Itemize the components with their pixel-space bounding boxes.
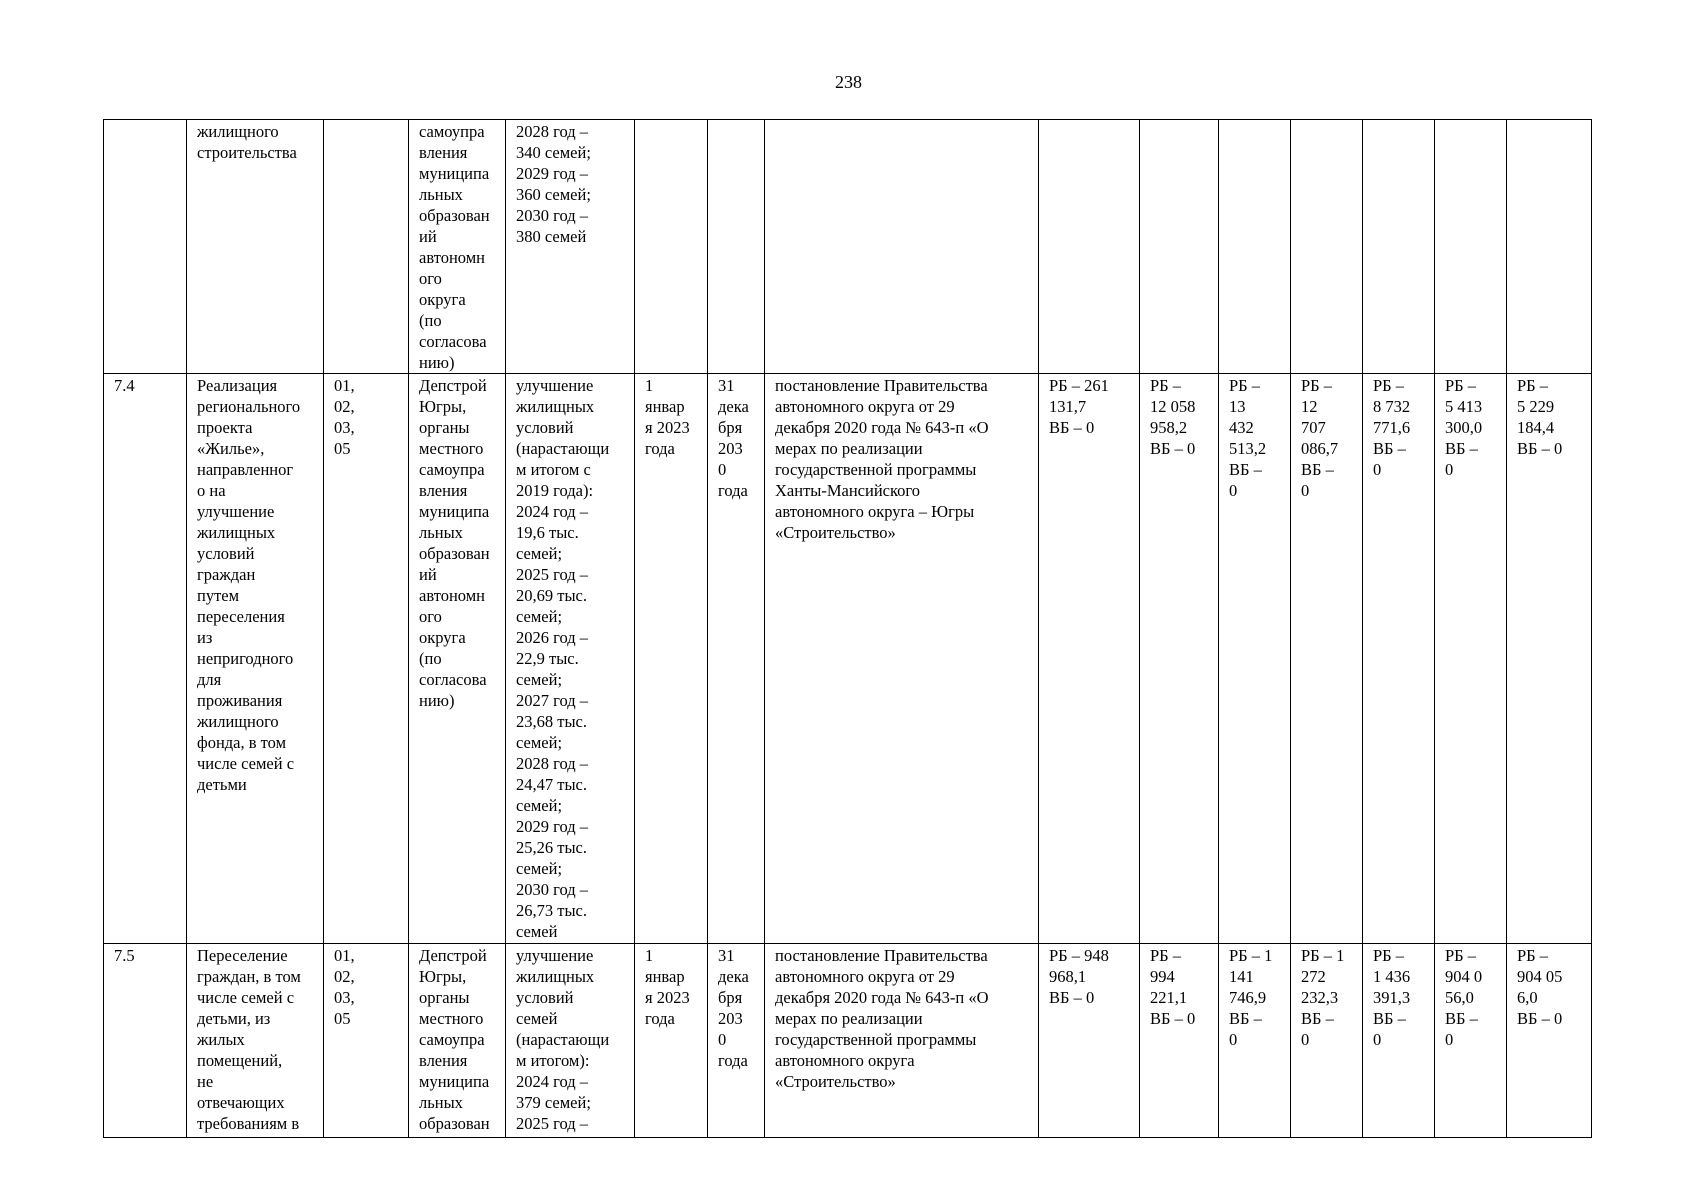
table-row (104, 374, 1592, 944)
cell-funding: РБ – 5 413 300,0 ВБ – 0 (1435, 374, 1507, 944)
cell-funding (1507, 120, 1592, 374)
cell-codes: 01, 02, 03, 05 (324, 374, 409, 944)
program-table (103, 119, 1592, 1138)
cell-number: 7.5 (104, 944, 187, 1138)
page-number: 238 (835, 72, 862, 92)
cell-funding: РБ – 8 732 771,6 ВБ – 0 (1363, 374, 1435, 944)
cell-funding: РБ – 1 436 391,3 ВБ – 0 (1363, 944, 1435, 1138)
cell-end-date: 31 дека бря 203 0 года (708, 944, 765, 1138)
cell-funding: РБ – 261 131,7 ВБ – 0 (1039, 374, 1140, 944)
cell-funding: РБ – 12 058 958,2 ВБ – 0 (1140, 374, 1219, 944)
cell-funding: РБ – 948 968,1 ВБ – 0 (1039, 944, 1140, 1138)
cell-funding (1291, 120, 1363, 374)
cell-number: 7.4 (104, 374, 187, 944)
cell-executor: самоупра вления муниципа льных образован ий автономн ого округа (по согласова нию) (409, 120, 506, 374)
cell-funding: РБ – 904 05 6,0 ВБ – 0 (1507, 944, 1592, 1138)
cell-funding (1219, 120, 1291, 374)
cell-end-date: 31 дека бря 203 0 года (708, 374, 765, 944)
cell-funding: РБ – 994 221,1 ВБ – 0 (1140, 944, 1219, 1138)
cell-measure-name: Переселение граждан, в том числе семей с детьми, из жилых помещений, не отвечающих требованиям в (187, 944, 324, 1138)
cell-funding (1363, 120, 1435, 374)
cell-funding: РБ – 13 432 513,2 ВБ – 0 (1219, 374, 1291, 944)
cell-funding: РБ – 12 707 086,7 ВБ – 0 (1291, 374, 1363, 944)
cell-executor: Депстрой Югры, органы местного самоупра вления муниципа льных образован ий автономн ого округа (по согласова нию) (409, 374, 506, 944)
cell-measure-name: Реализация регионального проекта «Жилье», направленног о на улучшение жилищных условий граждан путем переселения из непригодного для проживания жилищного фонда, в том числе семей с детьми (187, 374, 324, 944)
cell-end-date (708, 120, 765, 374)
cell-funding: РБ – 904 0 56,0 ВБ – 0 (1435, 944, 1507, 1138)
cell-funding (1435, 120, 1507, 374)
cell-document: постановление Правительства автономного округа от 29 декабря 2020 года № 643-п «О мерах по реализации государственной программы автономного округа «Строительство» (765, 944, 1039, 1138)
cell-funding (1039, 120, 1140, 374)
table-row (104, 944, 1592, 1138)
cell-start-date (635, 120, 708, 374)
cell-funding: РБ – 1 272 232,3 ВБ – 0 (1291, 944, 1363, 1138)
cell-number (104, 120, 187, 374)
cell-codes (324, 120, 409, 374)
cell-funding (1140, 120, 1219, 374)
cell-codes: 01, 02, 03, 05 (324, 944, 409, 1138)
cell-result: улучшение жилищных условий (нарастающи м итогом с 2019 года): 2024 год – 19,6 тыс. семей; 2025 год – 20,69 тыс. семей; 2026 год – 22,9 тыс. семей; 2027 год – 23,68 тыс. семей; 2028 год – 24,47 тыс. семей; 2029 год – 25,26 тыс. семей; 2030 год – 26,73 тыс. семей (506, 374, 635, 944)
cell-document (765, 120, 1039, 374)
cell-result: 2028 год – 340 семей; 2029 год – 360 семей; 2030 год – 380 семей (506, 120, 635, 374)
cell-measure-name: жилищного строительства (187, 120, 324, 374)
cell-executor: Депстрой Югры, органы местного самоупра вления муниципа льных образован (409, 944, 506, 1138)
cell-funding: РБ – 1 141 746,9 ВБ – 0 (1219, 944, 1291, 1138)
cell-start-date: 1 январ я 2023 года (635, 944, 708, 1138)
cell-start-date: 1 январ я 2023 года (635, 374, 708, 944)
table-row (104, 120, 1592, 374)
cell-document: постановление Правительства автономного округа от 29 декабря 2020 года № 643-п «О мерах по реализации государственной программы Ханты-Мансийского автономного округа – Югры «Строительство» (765, 374, 1039, 944)
cell-funding: РБ – 5 229 184,4 ВБ – 0 (1507, 374, 1592, 944)
cell-result: улучшение жилищных условий семей (нарастающи м итогом): 2024 год – 379 семей; 2025 год – (506, 944, 635, 1138)
